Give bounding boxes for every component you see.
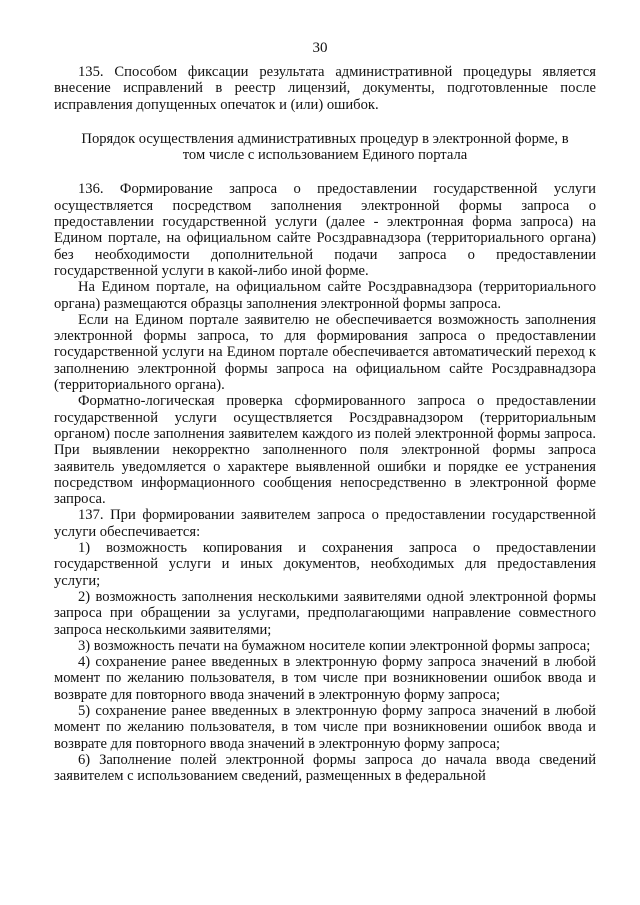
paragraph-136: 136. Формирование запроса о предоставлении государственной услуги осуществляется посредством заполнения электронной формы запроса о предоставлении государственной услуги (далее - электронная форма запроса) на Едином портале, на официальном сайте Росздравнадзора (территориального органа) без необходимости дополнительной подачи запроса о предоставлении государственной услуги в какой-либо иной форме. xyxy=(54,181,596,279)
document-body xyxy=(54,64,596,784)
page-number: 30 xyxy=(312,40,328,56)
list-item: 2) возможность заполнения несколькими заявителями одной электронной формы запроса при обращении за услугами, предполагающими направление совместного запроса несколькими заявителями; xyxy=(54,588,596,638)
section-heading: Порядок осуществления административных процедур в электронной форме, в том числе с использованием Единого портала xyxy=(81,130,569,164)
paragraph: Форматно-логическая проверка сформированного запроса о предоставлении государственной услуги осуществляется Росздравнадзором (территориальным органом) после заполнения заявителем каждого из полей электронной формы запроса. При выявлении некорректно заполненного поля электронной формы запроса заявитель уведомляется о характере выявленной ошибки и порядке ее устранения посредством информационного сообщения непосредственно в электронной форме запроса. xyxy=(54,393,596,508)
paragraph: Если на Едином портале заявителю не обеспечивается возможность заполнения электронной формы запроса, то для формирования запроса о предоставлении государственной услуги на Едином портале обеспечивается автоматический переход к заполнению электронной формы запроса на официальном сайте Росздравнадзора (территориального органа). xyxy=(54,311,596,394)
list-item: 1) возможность копирования и сохранения запроса о предоставлении государственной услуги и иных документов, необходимых для предоставления услуги; xyxy=(54,540,596,589)
paragraph: На Едином портале, на официальном сайте Росздравнадзора (территориального органа) размещаются образцы заполнения электронной формы запроса. xyxy=(54,279,596,312)
paragraph-135: 135. Способом фиксации результата административной процедуры является внесение исправлений в реестр лицензий, документы, подготовленные после исправления допущенных опечаток и (или) ошибок. xyxy=(54,64,596,113)
paragraph-137: 137. При формировании заявителем запроса о предоставлении государственной услуги обеспечивается: xyxy=(54,507,596,540)
list-item: 4) сохранение ранее введенных в электронную форму запроса значений в любой момент по желанию пользователя, в том числе при возникновении ошибок ввода и возврате для повторного ввода значений в электронную форму запроса; xyxy=(54,654,596,703)
list-item: 5) сохранение ранее введенных в электронную форму запроса значений в любой момент по желанию пользователя, в том числе при возникновении ошибок ввода и возврате для повторного ввода значений в электронную форму запроса; xyxy=(54,702,596,752)
list-item: 6) Заполнение полей электронной формы запроса до начала ввода сведений заявителем с использованием сведений, размещенных в федеральной xyxy=(54,751,596,785)
list-item: 3) возможность печати на бумажном носителе копии электронной формы запроса; xyxy=(78,637,591,654)
